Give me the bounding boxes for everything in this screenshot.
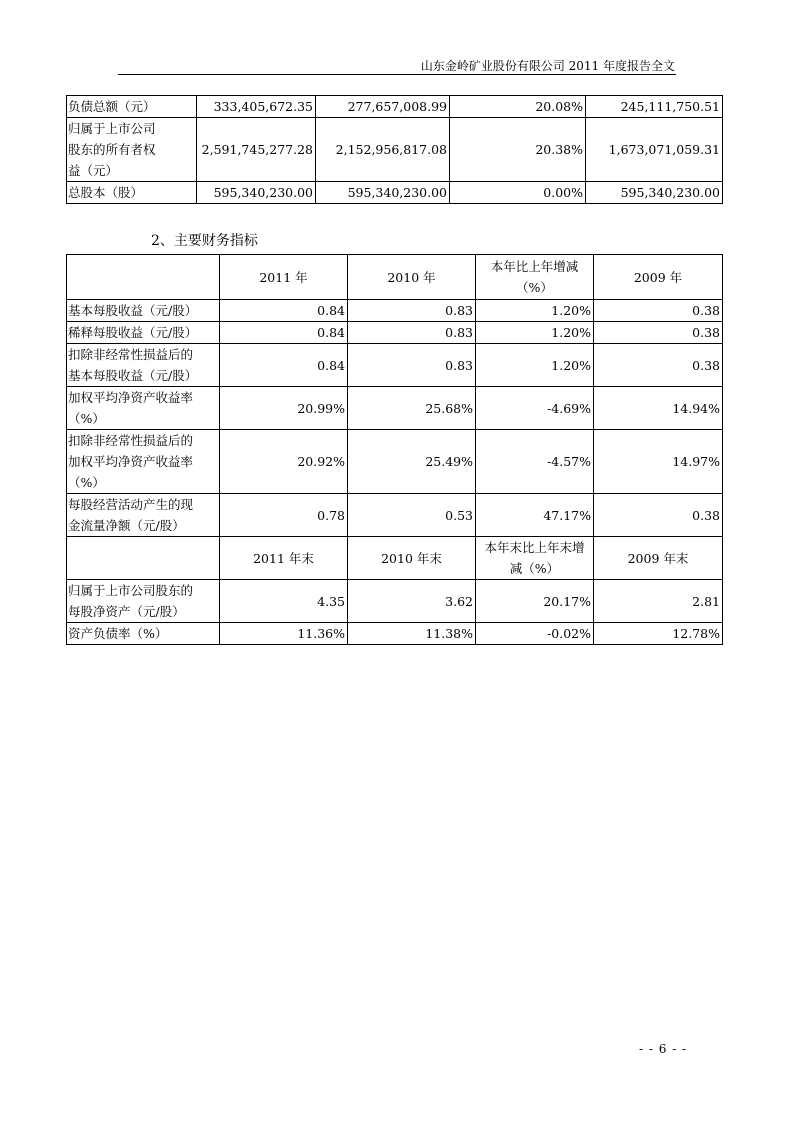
- header-cell: 2011 年: [220, 255, 348, 300]
- row-label-line: 扣除非经常性损益后的: [68, 433, 194, 448]
- row-label: 总股本（股）: [67, 182, 197, 204]
- header-cell: 2011 年末: [220, 537, 348, 580]
- row-label: 稀释每股收益（元/股）: [67, 322, 220, 344]
- header-cell: 2009 年末: [594, 537, 723, 580]
- cell-value: 2,591,745,277.28: [197, 118, 316, 182]
- cell-value: 20.92%: [220, 430, 348, 494]
- cell-value: 1,673,071,059.31: [586, 118, 723, 182]
- cell-value: 1.20%: [476, 344, 594, 387]
- cell-value: 277,657,008.99: [316, 96, 450, 118]
- row-label: 负债总额（元）: [67, 96, 197, 118]
- row-label: [67, 118, 197, 182]
- cell-value: 20.17%: [476, 580, 594, 623]
- table-row: [67, 322, 723, 344]
- row-label-line: 每股净资产（元/股）: [68, 604, 185, 619]
- cell-value: 1.20%: [476, 300, 594, 322]
- header-cell-empty: [67, 255, 220, 300]
- page-number: - - 6 - -: [639, 1042, 688, 1056]
- cell-value: 0.84: [220, 344, 348, 387]
- table-header-row: [67, 537, 723, 580]
- cell-value: 0.00%: [450, 182, 586, 204]
- table-row: [67, 344, 723, 387]
- table-row: [67, 96, 723, 118]
- cell-value: 595,340,230.00: [586, 182, 723, 204]
- header-line: 本年末比上年末增: [484, 540, 585, 555]
- table-row: [67, 182, 723, 204]
- cell-value: 0.78: [220, 494, 348, 537]
- cell-value: 0.53: [348, 494, 476, 537]
- cell-value: 25.49%: [348, 430, 476, 494]
- cell-value: 0.84: [220, 300, 348, 322]
- cell-value: -0.02%: [476, 623, 594, 645]
- cell-value: 25.68%: [348, 387, 476, 430]
- cell-value: -4.57%: [476, 430, 594, 494]
- table-header-row: [67, 255, 723, 300]
- cell-value: 245,111,750.51: [586, 96, 723, 118]
- header-divider: [118, 74, 676, 75]
- header-cell: 2010 年末: [348, 537, 476, 580]
- table-row: [67, 623, 723, 645]
- header-cell: 2010 年: [348, 255, 476, 300]
- cell-value: 20.08%: [450, 96, 586, 118]
- row-label-line: 每股经营活动产生的现: [68, 497, 194, 512]
- row-label: [67, 494, 220, 537]
- row-label: [67, 344, 220, 387]
- section-title: 2、主要财务指标: [151, 233, 258, 249]
- header-cell-empty: [67, 537, 220, 580]
- row-label-line: （%）: [68, 475, 105, 490]
- cell-value: 0.38: [594, 344, 723, 387]
- table-row: [67, 430, 723, 494]
- cell-value: 12.78%: [594, 623, 723, 645]
- cell-value: 595,340,230.00: [316, 182, 450, 204]
- cell-value: 47.17%: [476, 494, 594, 537]
- cell-value: 1.20%: [476, 322, 594, 344]
- cell-value: 595,340,230.00: [197, 182, 316, 204]
- cell-value: 11.36%: [220, 623, 348, 645]
- report-header-title: 山东金岭矿业股份有限公司 2011 年度报告全文: [420, 59, 675, 73]
- header-cell: [476, 537, 594, 580]
- table-row: [67, 387, 723, 430]
- header-line: （%）: [516, 280, 553, 295]
- row-label: [67, 430, 220, 494]
- cell-value: 0.38: [594, 300, 723, 322]
- row-label-line: 归属于上市公司: [68, 121, 156, 136]
- cell-value: 3.62: [348, 580, 476, 623]
- header-line: 减（%）: [509, 561, 560, 576]
- table-row: [67, 118, 723, 182]
- cell-value: 20.38%: [450, 118, 586, 182]
- row-label: [67, 387, 220, 430]
- cell-value: 0.83: [348, 300, 476, 322]
- table-row: [67, 580, 723, 623]
- cell-value: 14.97%: [594, 430, 723, 494]
- cell-value: 2,152,956,817.08: [316, 118, 450, 182]
- cell-value: 0.38: [594, 322, 723, 344]
- financial-indicators-table: [66, 254, 723, 645]
- row-label: 基本每股收益（元/股）: [67, 300, 220, 322]
- header-line: 本年比上年增减: [490, 259, 579, 274]
- cell-value: 14.94%: [594, 387, 723, 430]
- header-cell: 2009 年: [594, 255, 723, 300]
- row-label-line: 加权平均净资产收益率: [68, 390, 194, 405]
- balance-summary-table: [66, 95, 723, 204]
- cell-value: 333,405,672.35: [197, 96, 316, 118]
- cell-value: -4.69%: [476, 387, 594, 430]
- row-label-line: 股东的所有者权: [68, 142, 156, 157]
- table-row: [67, 494, 723, 537]
- row-label-line: 益（元）: [68, 163, 119, 178]
- cell-value: 0.84: [220, 322, 348, 344]
- row-label-line: 加权平均净资产收益率: [68, 454, 194, 469]
- cell-value: 20.99%: [220, 387, 348, 430]
- row-label-line: 基本每股收益（元/股）: [68, 368, 198, 383]
- row-label: [67, 580, 220, 623]
- row-label: 资产负债率（%）: [67, 623, 220, 645]
- row-label-line: （%）: [68, 411, 105, 426]
- row-label-line: 金流量净额（元/股）: [68, 518, 185, 533]
- cell-value: 0.83: [348, 322, 476, 344]
- cell-value: 2.81: [594, 580, 723, 623]
- row-label-line: 归属于上市公司股东的: [68, 583, 194, 598]
- cell-value: 0.83: [348, 344, 476, 387]
- cell-value: 11.38%: [348, 623, 476, 645]
- cell-value: 4.35: [220, 580, 348, 623]
- row-label-line: 扣除非经常性损益后的: [68, 347, 194, 362]
- table-row: [67, 300, 723, 322]
- header-cell: [476, 255, 594, 300]
- cell-value: 0.38: [594, 494, 723, 537]
